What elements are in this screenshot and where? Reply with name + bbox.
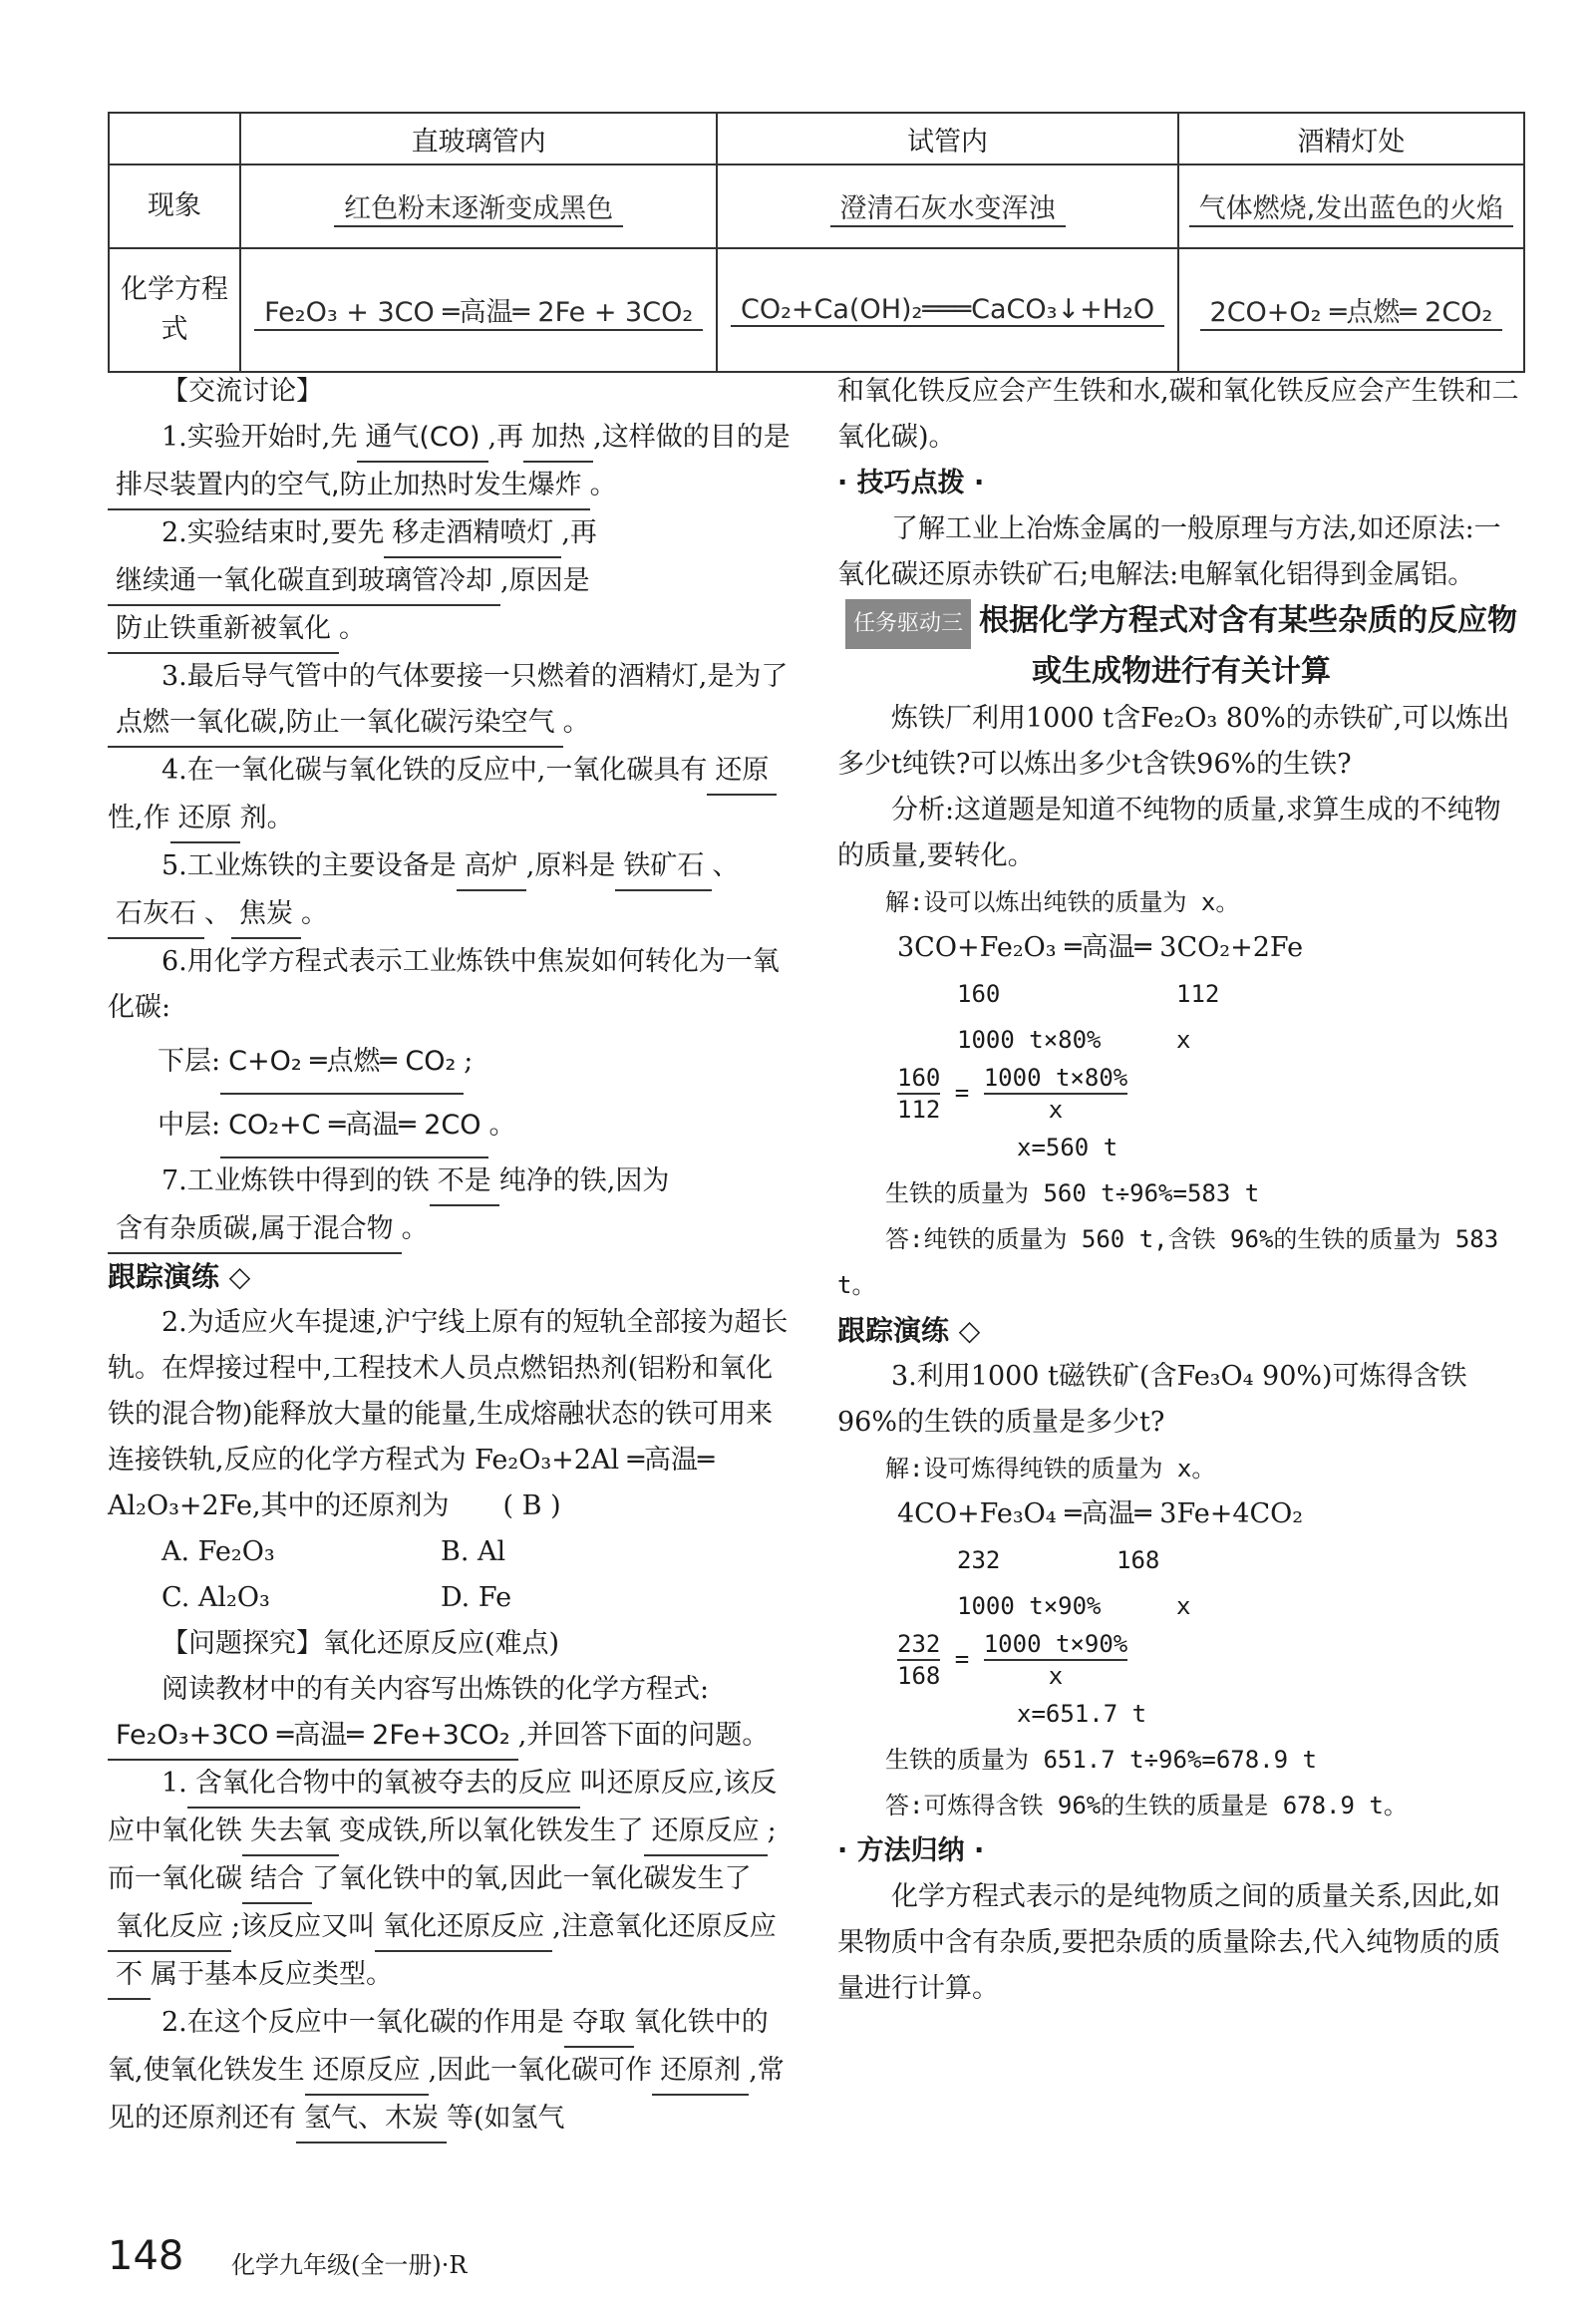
diamond-icon: ◇ bbox=[958, 1314, 981, 1347]
t3-pig-iron: 生铁的质量为 651.7 t÷96%=678.9 t bbox=[885, 1746, 1317, 1774]
question-5: 5.工业炼铁的主要设备是 高炉 ,原料是 铁矿石 、石灰石 、 焦炭 。 bbox=[108, 843, 798, 939]
diamond-icon: ◇ bbox=[228, 1260, 251, 1293]
question-6: 6.用化学方程式表示工业炼铁中焦炭如何转化为一氧化碳: bbox=[108, 946, 780, 1023]
tip-title: · 技巧点拨 · bbox=[837, 468, 985, 498]
t3-answer: 答:可炼得含铁 96%的生铁的质量是 678.9 t。 bbox=[885, 1792, 1408, 1819]
table-cell: 气体燃烧,发出蓝色的火焰 bbox=[1189, 186, 1514, 227]
discussion-title: 【交流讨论】 bbox=[161, 376, 323, 407]
t3-set: 解:设可炼得纯铁的质量为 x。 bbox=[885, 1455, 1216, 1483]
row-label: 化学方程式 bbox=[109, 248, 240, 372]
question-7: 7.工业炼铁中得到的铁 不是 纯净的铁,因为含有杂质碳,属于混合物 。 bbox=[108, 1158, 798, 1254]
t3-result: x=651.7 t bbox=[1017, 1700, 1147, 1728]
options-row-1: A. Fe₂O₃ B. Al bbox=[161, 1536, 506, 1567]
example-question: 炼铁厂利用1000 t含Fe₂O₃ 80%的赤铁矿,可以炼出多少t纯铁?可以炼出多少t含铁96%的生铁? bbox=[837, 703, 1510, 780]
question-4: 4.在一氧化碳与氧化铁的反应中,一氧化碳具有 还原性,作 还原 剂。 bbox=[108, 748, 798, 843]
method-title: · 方法归纳 · bbox=[837, 1835, 985, 1866]
left-column bbox=[108, 369, 798, 2143]
t3-masses: 232 168 bbox=[957, 1546, 1160, 1574]
task-tag: 任务驱动三 bbox=[845, 599, 971, 649]
tip-text: 了解工业上冶炼金属的一般原理与方法,如还原法:一氧化碳还原赤铁矿石;电解法:电解氧化铝得到金属铝。 bbox=[837, 513, 1501, 590]
problem-intro: 阅读教材中的有关内容写出炼铁的化学方程式: bbox=[161, 1674, 710, 1705]
table-cell: 红色粉末逐渐变成黑色 bbox=[334, 186, 623, 227]
question-2: 2.实验结束时,要先 移走酒精喷灯 ,再继续通一氧化碳直到玻璃管冷却 ,原因是防止铁重新被氧化 。 bbox=[108, 510, 798, 654]
task-heading bbox=[837, 598, 1525, 696]
right-column bbox=[837, 369, 1525, 2012]
table-cell: 澄清石灰水变浑浊 bbox=[830, 186, 1066, 227]
solution-masses: 160 112 bbox=[957, 980, 1220, 1008]
track-question-3: 3.利用1000 t磁铁矿(含Fe₃O₄ 90%)可炼得含铁96%的生铁的质量是多少t? bbox=[837, 1361, 1467, 1438]
table-corner bbox=[109, 113, 240, 165]
t3-equation: 4CO+Fe₃O₄ ═高温═ 3Fe+4CO₂ bbox=[897, 1498, 1304, 1529]
continuation-text: 和氧化铁反应会产生铁和水,碳和氧化铁反应会产生铁和二氧化碳)。 bbox=[837, 376, 1519, 453]
problem-title: 【问题探究】氧化还原反应(难点) bbox=[161, 1628, 560, 1659]
table-cell: CO₂+Ca(OH)₂═══CaCO₃↓+H₂O bbox=[731, 294, 1164, 327]
table-header: 直玻璃管内 bbox=[240, 113, 717, 165]
table-cell: 2CO+O₂ ═点燃═ 2CO₂ bbox=[1200, 290, 1503, 331]
equation-middle: 中层: CO₂+C ═高温═ 2CO 。 bbox=[108, 1095, 798, 1158]
problem-2: 2.在这个反应中一氧化碳的作用是 夺取 氧化铁中的氧,使氧化铁发生 还原反应 ,因此一氧化碳可作 还原剂 ,常见的还原剂还有 氢气、木炭 等(如氢气 bbox=[108, 2000, 798, 2143]
table-header: 试管内 bbox=[717, 113, 1178, 165]
experiment-table bbox=[108, 112, 1525, 373]
question-3: 3.最后导气管中的气体要接一只燃着的酒精灯,是为了点燃一氧化碳,防止一氧化碳污染空气 。 bbox=[108, 654, 798, 748]
solution-equation: 3CO+Fe₂O₃ ═高温═ 3CO₂+2Fe bbox=[897, 932, 1304, 963]
track-question-2: 2.为适应火车提速,沪宁线上原有的短轨全部接为超长轨。在焊接过程中,工程技术人员点燃铝热剂(铝粉和氧化铁的混合物)能释放大量的能量,生成熔融状态的铁可用来连接铁轨,反应的化学方程式为 Fe₂O₃+2Al ═高温═ Al₂O₃+2Fe,其中的还原剂为 ( B ) bbox=[108, 1307, 789, 1521]
solution-answer: 答:纯铁的质量为 560 t,含铁 96%的生铁的质量为 583 t。 bbox=[837, 1225, 1499, 1299]
question-1: 1.实验开始时,先 通气(CO) ,再 加热 ,这样做的目的是排尽装置内的空气,防止加热时发生爆炸 。 bbox=[108, 415, 798, 510]
table-cell: Fe₂O₃ + 3CO ═高温═ 2Fe + 3CO₂ bbox=[254, 290, 703, 331]
problem-equation: Fe₂O₃+3CO ═高温═ 2Fe+3CO₂ ,并回答下面的问题。 bbox=[108, 1713, 798, 1761]
task-title: 根据化学方程式对含有某些杂质的反应物或生成物进行有关计算 bbox=[979, 603, 1517, 689]
solution-proportion: $\frac{160}{112}$ = $\frac{1000 t\times 80\%}{x}$ bbox=[897, 1064, 1128, 1124]
example-analysis: 分析:这道题是知道不纯物的质量,求算生成的不纯物的质量,要转化。 bbox=[837, 795, 1501, 871]
table-header: 酒精灯处 bbox=[1178, 113, 1524, 165]
row-label: 现象 bbox=[109, 165, 240, 248]
track-title: 跟踪演练 ◇ bbox=[108, 1260, 251, 1293]
equation-lower: 下层: C+O₂ ═点燃═ CO₂ ; bbox=[108, 1031, 798, 1095]
solution-values: 1000 t×80% x bbox=[957, 1026, 1191, 1054]
page-number: 148 bbox=[108, 2233, 184, 2279]
solution-result: x=560 t bbox=[1017, 1134, 1118, 1161]
problem-1: 1. 含氧化合物中的氧被夺去的反应 叫还原反应,该反应中氧化铁 失去氧 变成铁,所以氧化铁发生了 还原反应 ;而一氧化碳 结合 了氧化铁中的氧,因此一氧化碳发生了氧化反应 ;该反应又叫 氧化还原反应 ,注意氧化还原反应不 属于基本反应类型。 bbox=[108, 1761, 798, 2000]
options-row-2: C. Al₂O₃ D. Fe bbox=[161, 1582, 512, 1613]
track-title-right: 跟踪演练 ◇ bbox=[837, 1314, 981, 1347]
t3-values: 1000 t×90% x bbox=[957, 1592, 1191, 1620]
t3-proportion: $\frac{232}{168}$ = $\frac{1000 t\times 90\%}{x}$ bbox=[897, 1630, 1128, 1690]
solution-pig-iron: 生铁的质量为 560 t÷96%=583 t bbox=[885, 1179, 1260, 1207]
method-text: 化学方程式表示的是纯物质之间的质量关系,因此,如果物质中含有杂质,要把杂质的质量除去,代入纯物质的质量进行计算。 bbox=[837, 1881, 1501, 2004]
book-footer: 化学九年级(全一册)·R bbox=[231, 2251, 468, 2279]
solution-set: 解:设可以炼出纯铁的质量为 x。 bbox=[885, 888, 1240, 916]
